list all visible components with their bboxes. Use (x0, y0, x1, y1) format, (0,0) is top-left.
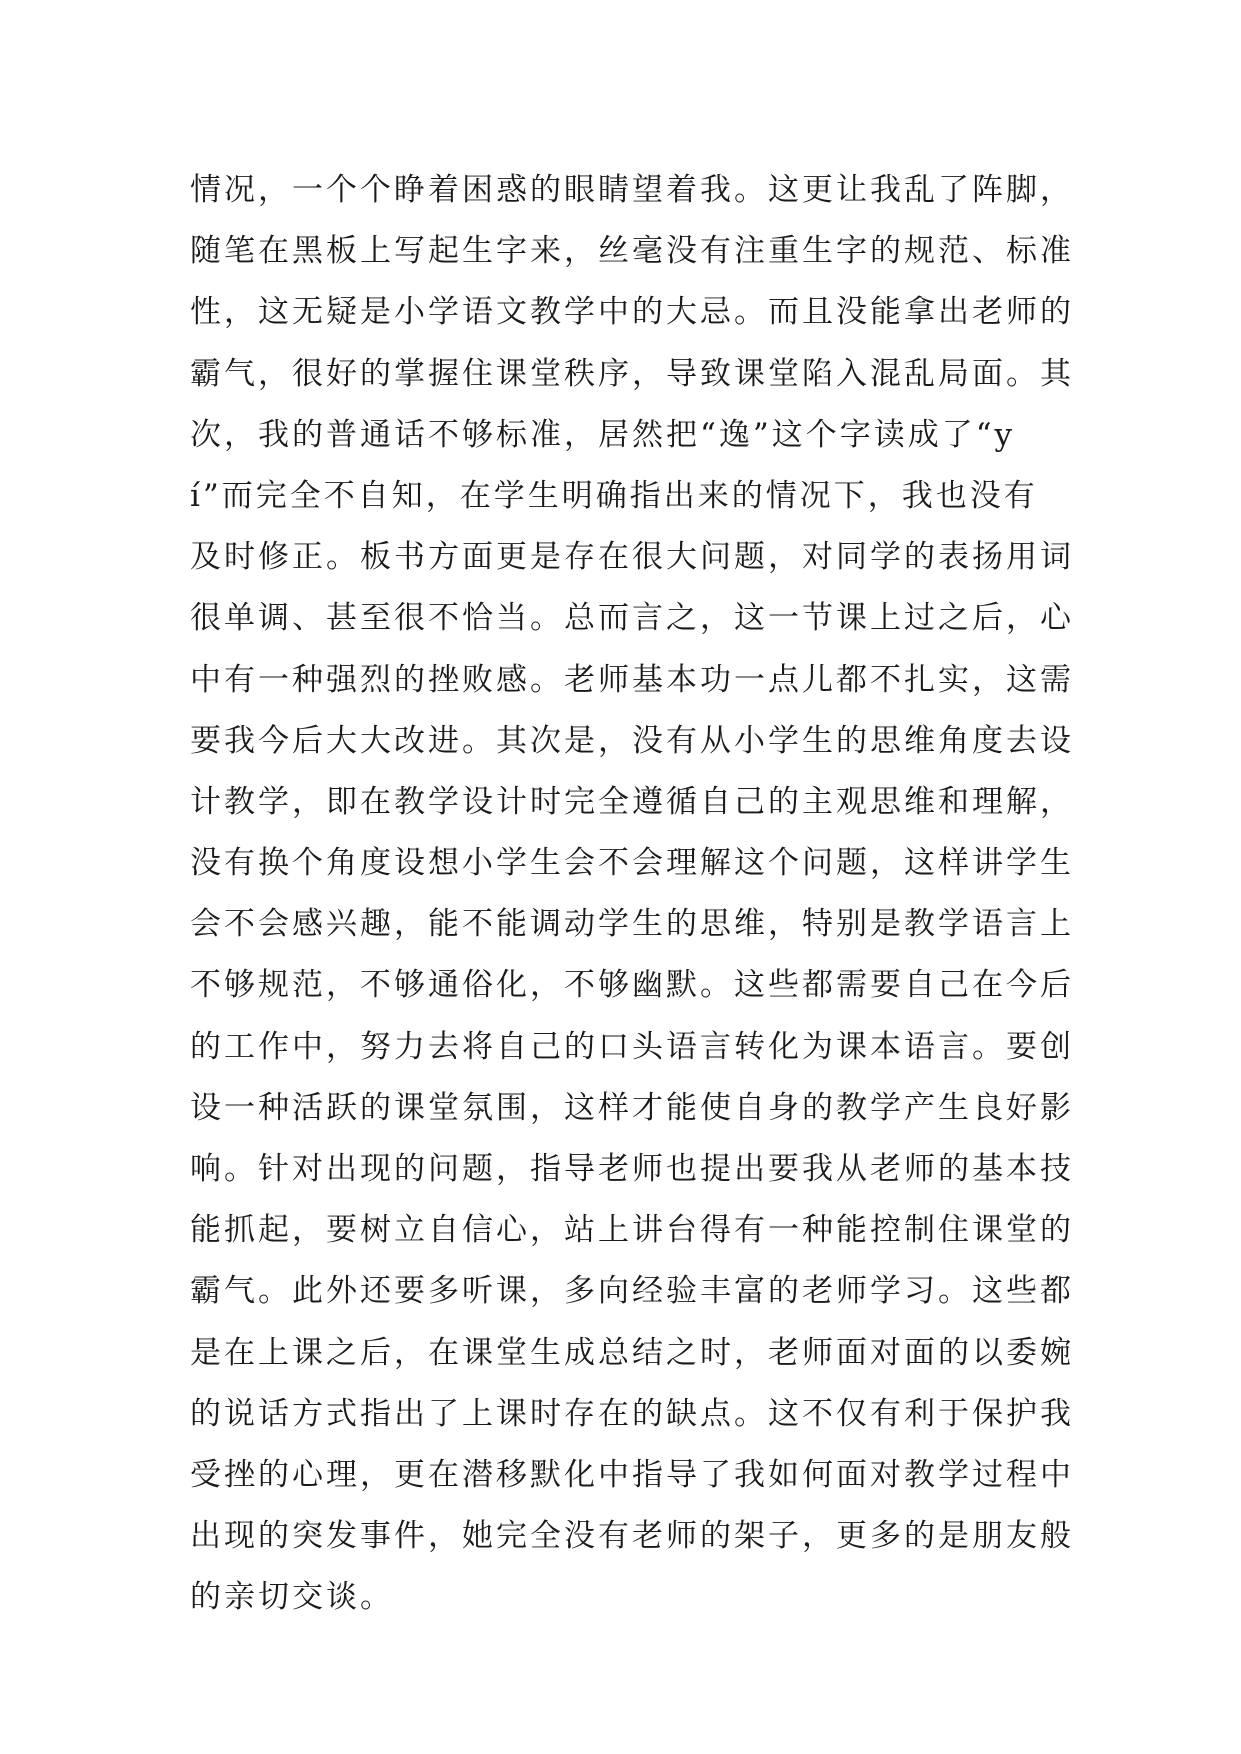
text-line: 出现的突发事件，她完全没有老师的架子，更多的是朋友般 (190, 1518, 1074, 1555)
text-line: 计教学，即在教学设计时完全遵循自己的主观思维和理解， (190, 783, 1074, 820)
text-line: 情况，一个个睁着困惑的眼睛望着我。这更让我乱了阵脚， (190, 172, 1074, 208)
text-line: 是在上课之后，在课堂生成总结之时，老师面对面的以委婉 (190, 1334, 1074, 1371)
text-line: 受挫的心理，更在潜移默化中指导了我如何面对教学过程中 (190, 1456, 1074, 1493)
body-paragraph (190, 160, 1074, 1629)
text-line: 的说话方式指出了上课时存在的缺点。这不仅有利于保护我 (190, 1395, 1074, 1432)
text-line: 很单调、甚至很不恰当。总而言之，这一节课上过之后，心 (190, 600, 1074, 637)
text-line: 会不会感兴趣，能不能调动学生的思维，特别是教学语言上 (190, 906, 1074, 943)
text-line: 中有一种强烈的挫败感。老师基本功一点儿都不扎实，这需 (190, 661, 1074, 698)
text-line: 能抓起，要树立自信心，站上讲台得有一种能控制住课堂的 (190, 1212, 1074, 1249)
text-line: 霸气，很好的掌握住课堂秩序，导致课堂陷入混乱局面。其 (190, 355, 1074, 392)
text-line: 设一种活跃的课堂氛围，这样才能使自身的教学产生良好影 (190, 1089, 1074, 1126)
text-line: 不够规范，不够通俗化，不够幽默。这些都需要自己在今后 (190, 967, 1074, 1004)
text-line: 响。针对出现的问题，指导老师也提出要我从老师的基本技 (190, 1151, 1074, 1187)
text-line: 随笔在黑板上写起生字来，丝毫没有注重生字的规范、标准 (190, 233, 1074, 270)
text-line: 的工作中，努力去将自己的口头语言转化为课本语言。要创 (190, 1028, 1074, 1065)
text-line: 要我今后大大改进。其次是，没有从小学生的思维角度去设 (190, 722, 1074, 759)
text-line: 没有换个角度设想小学生会不会理解这个问题，这样讲学生 (190, 845, 1074, 882)
text-line: 的亲切交谈。 (190, 1579, 394, 1616)
text-line: 及时修正。板书方面更是存在很大问题，对同学的表扬用词 (190, 539, 1074, 576)
text-line: 霸气。此外还要多听课，多向经验丰富的老师学习。这些都 (190, 1273, 1074, 1310)
text-line: 性，这无疑是小学语文教学中的大忌。而且没能拿出老师的 (190, 294, 1074, 331)
text-line: í”而完全不自知，在学生明确指出来的情况下，我也没有 (190, 477, 1038, 514)
text-line: 次，我的普通话不够标准，居然把“逸”这个字读成了“y (190, 416, 1016, 453)
